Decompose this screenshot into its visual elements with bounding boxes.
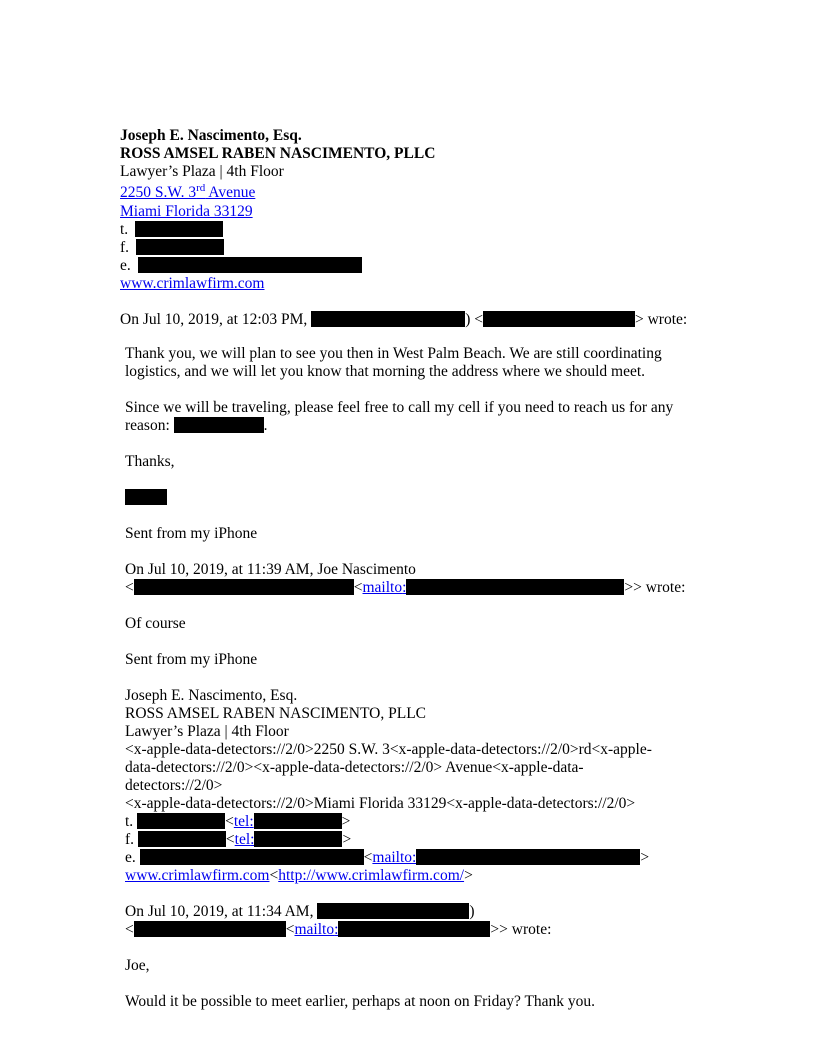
reply2-sig-address-line2: data-detectors://2/0><x-apple-data-detectors://2/0> Avenue<x-apple-data- — [125, 759, 584, 776]
gt-sign: > — [341, 813, 351, 830]
website-link[interactable]: www.crimlawfirm.com — [125, 867, 270, 884]
reply3-header-date: On Jul 10, 2019, at 11:34 AM, — [125, 903, 314, 920]
signature-building: Lawyer’s Plaza | 4th Floor — [120, 163, 284, 180]
mailto-link[interactable]: mailto — [372, 849, 412, 866]
reply2-sig-phone — [125, 813, 350, 831]
reply1-header-date: On Jul 10, 2019, at 12:03 PM, — [120, 311, 308, 328]
reply3-greeting: Joe, — [125, 957, 150, 974]
redaction-block — [134, 921, 286, 937]
tel-link[interactable]: tel — [234, 831, 251, 848]
redaction-block — [416, 849, 640, 865]
gt-sign: > — [464, 867, 473, 884]
reason-period: . — [263, 417, 268, 434]
tel-colon: : — [250, 831, 255, 848]
phone-prefix: t. — [125, 813, 134, 830]
website-text: www.crimlawfirm.com — [120, 275, 265, 292]
reply1-paragraph1-line1: Thank you, we will plan to see you then in West Palm Beach. We are still coordinating — [125, 345, 662, 362]
reply3-body: Would it be possible to meet earlier, perhaps at noon on Friday? Thank you. — [125, 993, 596, 1010]
mailto-link[interactable]: mailto — [294, 921, 335, 938]
signature-fax — [120, 239, 224, 257]
reply1-paragraph2-line1: Since we will be traveling, please feel free to call my cell if you need to reach us for any — [125, 399, 674, 416]
reply2-sent-from: Sent from my iPhone — [125, 651, 258, 668]
website-url-link[interactable]: http://www.crimlawfirm.com/ — [278, 867, 465, 884]
mailto-colon: : — [412, 849, 417, 866]
redaction-block — [483, 311, 635, 327]
reply2-sig-address-line1: <x-apple-data-detectors://2/0>2250 S.W. 3<x-apple-data-detectors://2/0>rd<x-apple- — [125, 741, 652, 758]
lt-sign: < — [125, 921, 134, 938]
lt-sign: < — [285, 921, 295, 938]
signature-email — [120, 257, 362, 275]
tel-link[interactable]: tel — [233, 813, 250, 830]
redaction-block — [311, 311, 465, 327]
lt-sign: < — [353, 579, 363, 596]
redaction-block — [134, 579, 354, 595]
reply1-header — [120, 311, 687, 329]
redaction-block — [138, 831, 226, 847]
redaction-block — [317, 903, 469, 919]
reply2-body: Of course — [125, 615, 186, 632]
redaction-block — [136, 239, 224, 255]
signature-city-link[interactable] — [120, 203, 253, 221]
email-prefix: e. — [120, 257, 131, 274]
tel-colon: : — [249, 813, 254, 830]
reply1-paragraph2-line2 — [125, 417, 268, 435]
gt-sign: > — [640, 849, 650, 866]
lt-sign: < — [125, 579, 134, 596]
street-suffix: Avenue — [205, 184, 256, 201]
reply1-header-mid: ) < — [465, 311, 483, 328]
reply2-header-line2 — [125, 579, 685, 597]
redaction-block — [140, 849, 364, 865]
redaction-block — [138, 257, 362, 273]
city-text: Miami Florida 33129 — [120, 203, 253, 220]
reason-label: reason: — [125, 417, 170, 434]
reply2-sig-name: Joseph E. Nascimento, Esq. — [125, 687, 298, 704]
reply3-header-paren: ) — [469, 903, 475, 920]
reply1-thanks: Thanks, — [125, 453, 175, 470]
lt-sign: < — [269, 867, 279, 884]
reply2-sig-firm: ROSS AMSEL RABEN NASCIMENTO, PLLC — [125, 705, 427, 722]
mailto-colon: : — [402, 579, 407, 596]
signature-firm: ROSS AMSEL RABEN NASCIMENTO, PLLC — [120, 145, 436, 162]
reply2-sig-city: <x-apple-data-detectors://2/0>Miami Florida 33129<x-apple-data-detectors://2/0> — [125, 795, 636, 812]
street-text: 2250 S.W. 3 — [120, 184, 197, 201]
reply3-header-line1 — [125, 903, 475, 921]
fax-prefix: f. — [120, 239, 130, 256]
reply2-sig-building: Lawyer’s Plaza | 4th Floor — [125, 723, 289, 740]
redaction-block — [254, 813, 342, 829]
lt-sign: < — [225, 813, 234, 830]
redaction-block — [406, 579, 624, 595]
phone-prefix: t. — [120, 221, 129, 238]
reply1-header-end: > wrote: — [634, 311, 688, 328]
reply1-sent-from: Sent from my iPhone — [125, 525, 258, 542]
email-prefix: e. — [125, 849, 136, 866]
redaction-block — [338, 921, 490, 937]
redaction-block — [174, 417, 264, 433]
signature-website-link[interactable] — [120, 275, 264, 293]
reply1-paragraph1-line2: logistics, and we will let you know that morning the address where we should meet. — [125, 363, 646, 380]
mailto-colon: : — [334, 921, 339, 938]
fax-prefix: f. — [125, 831, 135, 848]
street-ordinal: rd — [196, 182, 206, 194]
redaction-block — [135, 221, 223, 237]
signature-street-link[interactable] — [120, 184, 255, 202]
redaction-block — [125, 489, 167, 505]
reply2-sig-fax — [125, 831, 351, 849]
lt-sign: < — [225, 831, 235, 848]
reply2-header-end: >> wrote: — [624, 579, 686, 596]
reply3-header-line2 — [125, 921, 551, 939]
signature-phone — [120, 221, 223, 239]
lt-sign: < — [363, 849, 373, 866]
reply3-header-end: >> wrote: — [490, 921, 552, 938]
reply2-header-line1: On Jul 10, 2019, at 11:39 AM, Joe Nascimento — [125, 561, 416, 578]
redaction-block — [137, 813, 225, 829]
reply2-sig-website — [125, 867, 473, 885]
reply2-sig-address-line3: detectors://2/0> — [125, 777, 223, 794]
reply2-sig-email — [125, 849, 649, 867]
reply1-signature-redaction — [125, 489, 167, 507]
redaction-block — [254, 831, 342, 847]
mailto-link[interactable]: mailto — [362, 579, 403, 596]
signature-name: Joseph E. Nascimento, Esq. — [120, 127, 302, 144]
gt-sign: > — [342, 831, 352, 848]
